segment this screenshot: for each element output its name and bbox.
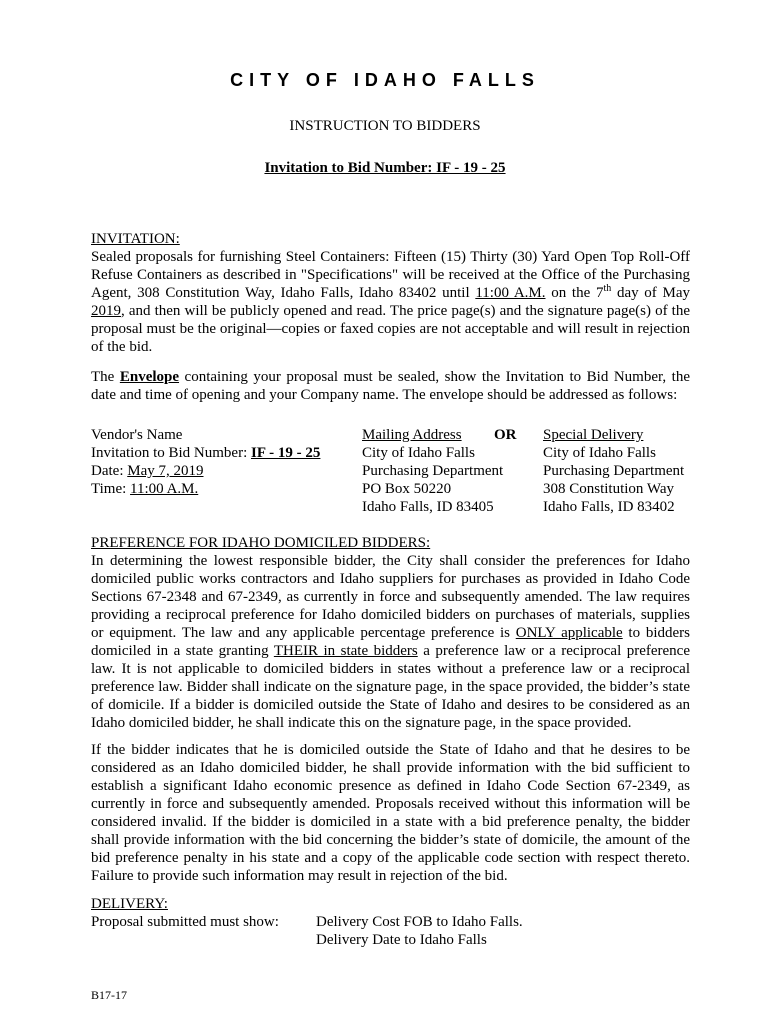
special-line-4: Idaho Falls, ID 83402 [543,499,675,515]
envelope-paragraph [91,368,690,404]
mailing-line-3: PO Box 50220 [362,481,452,497]
mailing-heading: Mailing Address [362,427,462,443]
vendor-date [91,462,320,480]
delivery-line-2: Delivery Date to Idaho Falls [316,932,487,948]
vendor-address-block [91,426,320,498]
vendor-itb-number: IF - 19 - 25 [250,445,321,461]
special-line-2: Purchasing Department [543,463,685,479]
invitation-text-a: Sealed proposals for furnishing Steel Containers: Fifteen (15) Thirty (30) Yard Open Top Roll-Off Refuse Containers as described in "Specifications" will be received at the Office of the Purchasing Agent, 308 Constitution Way, Idaho Falls, Idaho 83402 until [91,249,690,301]
invitation-text-d: , and then will be publicly opened and read. The price page(s) and the signature page(s) of the proposal must be the original—copies or faxed copies are not acceptable and will result in rejection of the bid. [91,303,690,355]
document-subtitle: INSTRUCTION TO BIDDERS [289,118,481,134]
vendor-itb-label: Invitation to Bid Number: [91,445,251,461]
invitation-text-c: day of May [611,285,691,301]
preference-section [91,534,690,732]
preference-text-a: In determining the lowest responsible bidder, the City shall consider the preferences for Idaho domiciled public works contractors and Idaho suppliers for purchases as provided in Idaho Code Sections 67-2348 and 67-2349, as currently in force and subsequently amended. The law requires providing a reciprocal preference for Idaho domiciled bidders on purchases of materials, supplies or equipment. The law and any applicable percentage preference is [91,553,690,641]
opening-time: 11:00 A.M. [475,285,546,301]
opening-year: 2019 [91,303,121,319]
invitation-number [0,160,770,177]
preference-heading: PREFERENCE FOR IDAHO DOMICILED BIDDERS: [91,535,431,551]
vendor-time-value: 11:00 A.M. [130,481,199,497]
vendor-time-label: Time: [91,481,131,497]
envelope-text-a: The [91,369,120,385]
only-applicable: ONLY applicable [515,625,623,641]
mailing-line-4: Idaho Falls, ID 83405 [362,499,494,515]
form-code: B17-17 [91,988,127,1002]
mailing-line-1: City of Idaho Falls [362,445,475,461]
ordinal-suffix: th [603,283,612,294]
mailing-line-2: Purchasing Department [362,463,504,479]
vendor-itb [91,444,320,462]
vendor-name: Vendor's Name [91,427,183,443]
delivery-line-1: Delivery Cost FOB to Idaho Falls. [316,914,523,930]
domicile-paragraph: If the bidder indicates that he is domiciled outside the State of Idaho and that he desires to be considered as an Idaho domiciled bidder, he shall provide information with the bid sufficient to establish a significant Idaho economic presence as defined in Idaho Code Section 67-2349, as currently in force and subsequently amended. Proposals received without this information will be considered invalid. If the bidder is domiciled in a state with a bid preference penalty, the bidder shall provide information with the bid concerning the bidder’s state of domicile, the amount of the bid preference penalty in his state and a copy of the applicable code section with respect thereto. Failure to provide such information may result in rejection of the bid. [91,742,690,884]
mailing-heading-row [362,426,517,444]
delivery-heading: DELIVERY: [91,896,168,912]
envelope-word: Envelope [119,369,180,385]
special-line-1: City of Idaho Falls [543,445,656,461]
preference-text-c: a preference law or a reciprocal preference law. It is not applicable to domiciled bidders in states without a preference law or a reciprocal preference law. Bidder shall indicate on the signature page, in the space provided, the bidder’s state of domicile. If a bidder is domiciled outside the State of Idaho and desires to be considered as an Idaho domiciled bidder, he shall indicate this on the signature page, in the space provided. [91,643,690,731]
vendor-time [91,480,320,498]
document-title: CITY OF IDAHO FALLS [230,70,540,90]
invitation-heading: INVITATION: [91,231,180,247]
special-line-3: 308 Constitution Way [543,481,675,497]
or-label: OR [494,427,517,443]
invitation-text-b: on the 7 [545,285,604,301]
envelope-text-b: containing your proposal must be sealed, show the Invitation to Bid Number, the date and time of opening and your Company name. The envelope should be addressed as follows: [91,369,690,403]
special-heading: Special Delivery [543,427,644,443]
mailing-address-block [362,426,517,516]
invitation-number-text: Invitation to Bid Number: IF - 19 - 25 [264,160,506,176]
vendor-date-value: May 7, 2019 [127,463,204,479]
invitation-section [91,230,690,356]
delivery-heading-row [91,895,690,913]
their-in-state: THEIR in state bidders [273,643,418,659]
delivery-values [316,913,523,949]
delivery-label: Proposal submitted must show: [91,914,279,930]
preference-text-b: to bidders domiciled in a state granting [91,625,690,659]
vendor-date-label: Date: [91,463,128,479]
special-delivery-block [543,426,684,516]
